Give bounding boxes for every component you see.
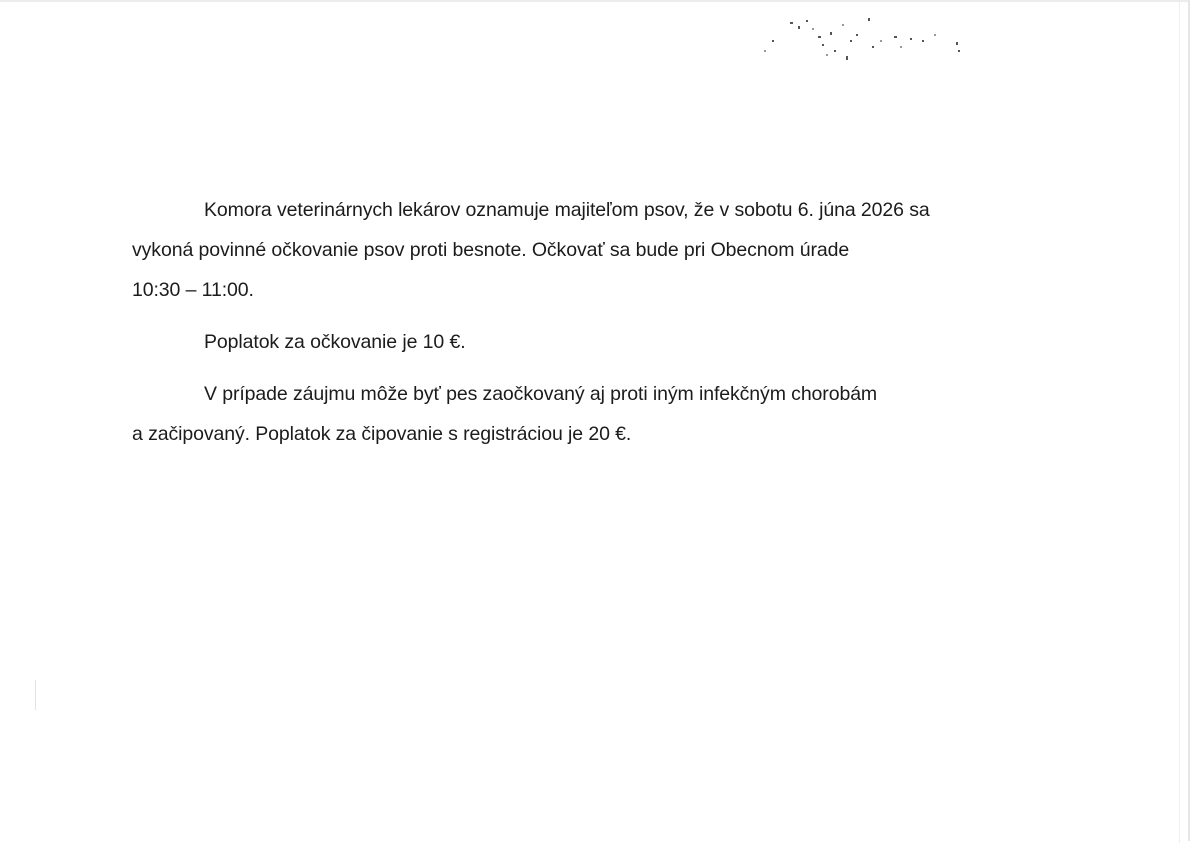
notice-text: [132, 190, 1072, 454]
scan-edge: [1179, 2, 1180, 843]
paragraph-chipping-line-2: a začipovaný. Poplatok za čipovanie s registráciou je 20 €.: [132, 423, 632, 445]
paragraph-announcement-line-1: Komora veterinárnych lekárov oznamuje majiteľom psov, že v sobotu 6. júna 2026 sa: [204, 199, 930, 221]
paragraph-announcement-line-3: 10:30 – 11:00.: [132, 279, 254, 301]
paragraph-chipping-line-1: V prípade záujmu môže byť pes zaočkovaný aj proti iným infekčným chorobám: [204, 383, 878, 405]
paragraph-announcement-line-2: vykoná povinné očkovanie psov proti besnote. Očkovať sa bude pri Obecnom úrade: [132, 239, 850, 261]
scan-noise-specks: [760, 10, 980, 70]
scan-mark: [35, 680, 36, 710]
paragraph-vaccination-fee: Poplatok za očkovanie je 10 €.: [204, 331, 466, 353]
